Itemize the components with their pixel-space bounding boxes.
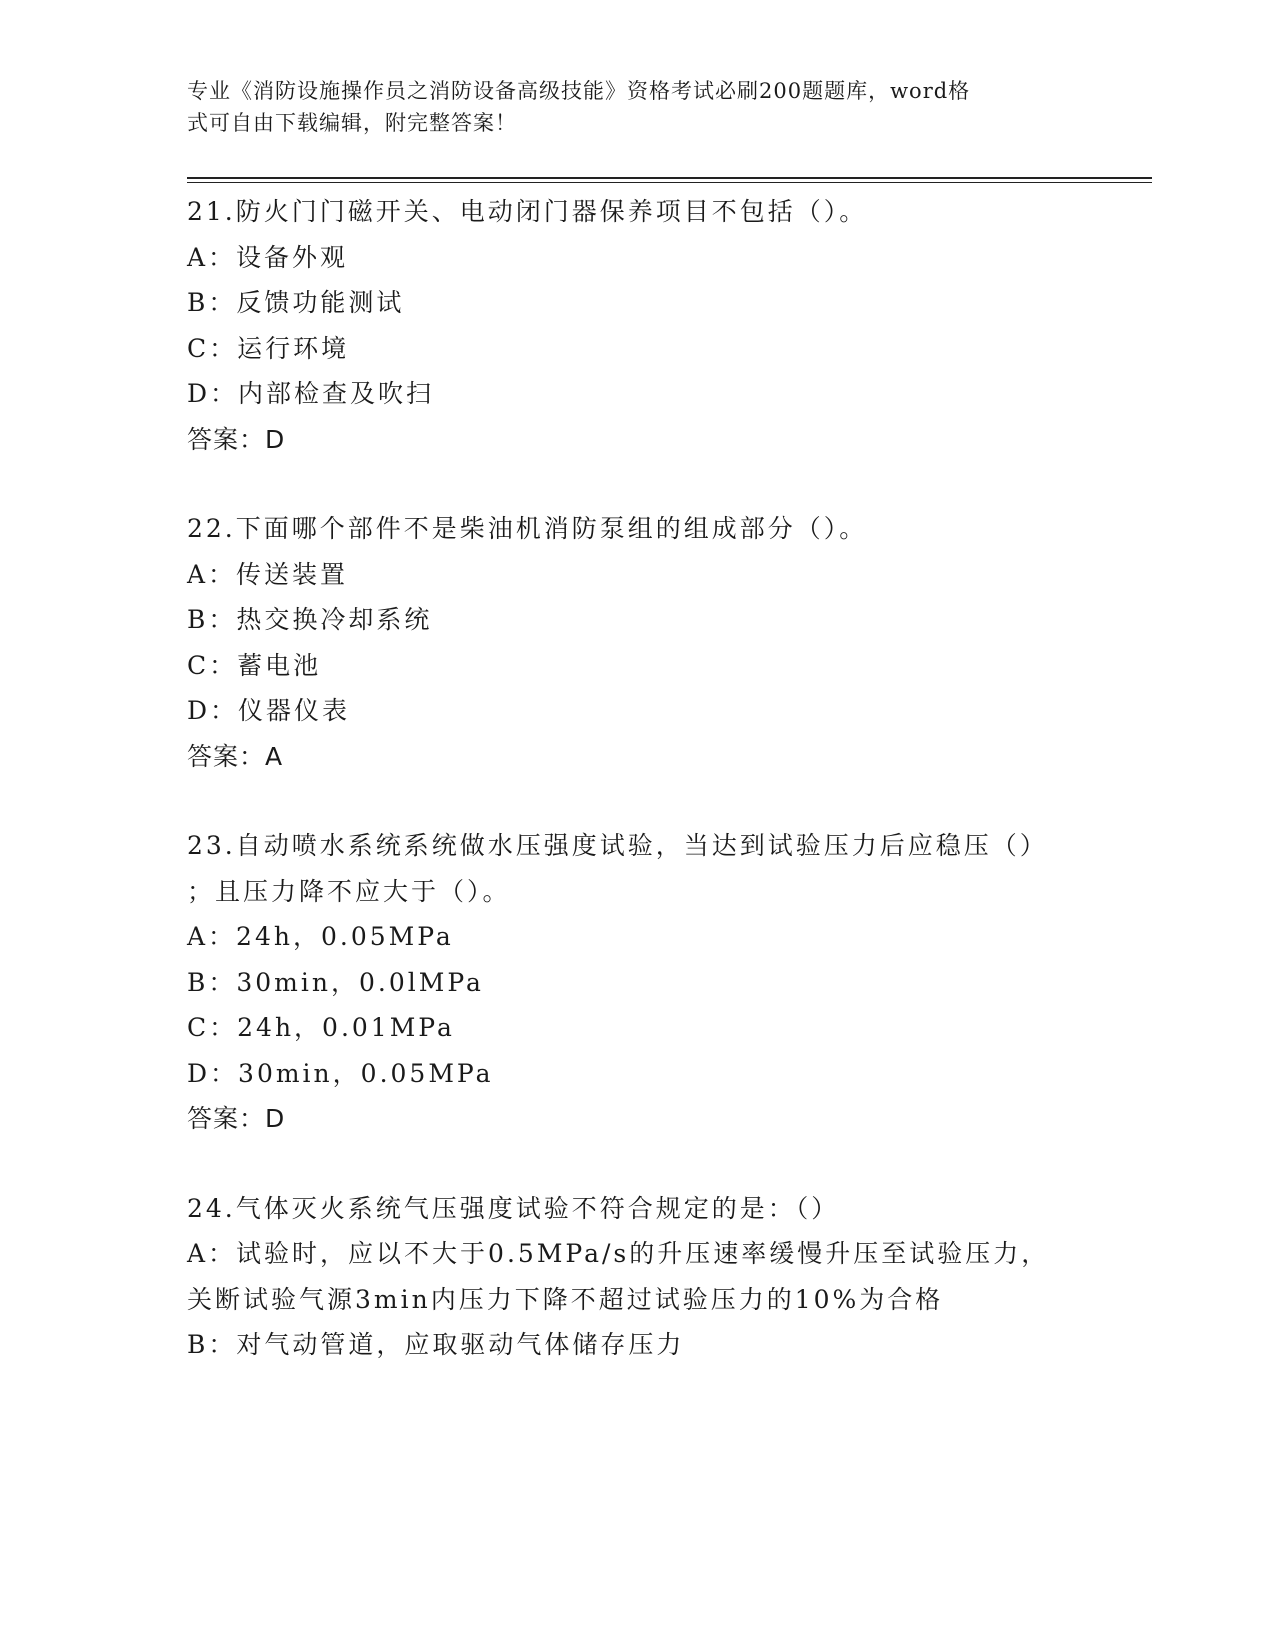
question-stem: 23.自动喷水系统系统做水压强度试验，当达到试验压力后应稳压（） bbox=[187, 831, 1048, 860]
question-stem: 24.气体灭火系统气压强度试验不符合规定的是：（） bbox=[187, 1193, 840, 1223]
option-b: B：热交换冷却系统 bbox=[187, 605, 433, 634]
option-c: C：24h，0.01MPa bbox=[187, 1013, 455, 1042]
option-c: C：蓄电池 bbox=[187, 650, 322, 680]
option-d: D：30min，0.05MPa bbox=[187, 1058, 494, 1088]
option-a-continued: 关断试验气源3min内压力下降不超过试验压力的10%为合格 bbox=[187, 1284, 944, 1314]
answer-label: 答案：D bbox=[187, 424, 286, 454]
answer-label: 答案：A bbox=[187, 741, 284, 771]
header-line-2: 式可自由下载编辑，附完整答案！ bbox=[187, 111, 517, 135]
question-21 bbox=[187, 189, 1087, 462]
header-divider-thin bbox=[187, 182, 1152, 183]
option-d: D：内部检查及吹扫 bbox=[187, 379, 435, 408]
question-stem-continued: ；且压力降不应大于（）。 bbox=[187, 876, 511, 906]
header-line-1: 专业《消防设施操作员之消防设备高级技能》资格考试必刷200题题库，word格 bbox=[187, 79, 971, 103]
option-b: B：对气动管道，应取驱动气体储存压力 bbox=[187, 1330, 685, 1359]
option-d: D：仪器仪表 bbox=[187, 696, 351, 725]
question-24 bbox=[187, 1186, 1087, 1368]
option-a: A：24h，0.05MPa bbox=[187, 922, 454, 951]
option-c: C：运行环境 bbox=[187, 333, 350, 363]
document-header bbox=[187, 75, 1087, 139]
option-a: A：试验时，应以不大于0.5MPa/s的升压速率缓慢升压至试验压力， bbox=[187, 1239, 1050, 1268]
question-list bbox=[187, 189, 1087, 1412]
option-b: B：反馈功能测试 bbox=[187, 288, 405, 317]
question-stem: 22.下面哪个部件不是柴油机消防泵组的组成部分（）。 bbox=[187, 514, 868, 543]
header-divider-thick bbox=[187, 177, 1152, 179]
option-a: A：传送装置 bbox=[187, 559, 349, 589]
option-b: B：30min，0.0lMPa bbox=[187, 967, 484, 997]
answer-label: 答案：D bbox=[187, 1104, 286, 1133]
question-23 bbox=[187, 823, 1087, 1142]
option-a: A：设备外观 bbox=[187, 242, 349, 272]
question-22 bbox=[187, 506, 1087, 779]
question-stem: 21.防火门门磁开关、电动闭门器保养项目不包括（）。 bbox=[187, 197, 868, 226]
